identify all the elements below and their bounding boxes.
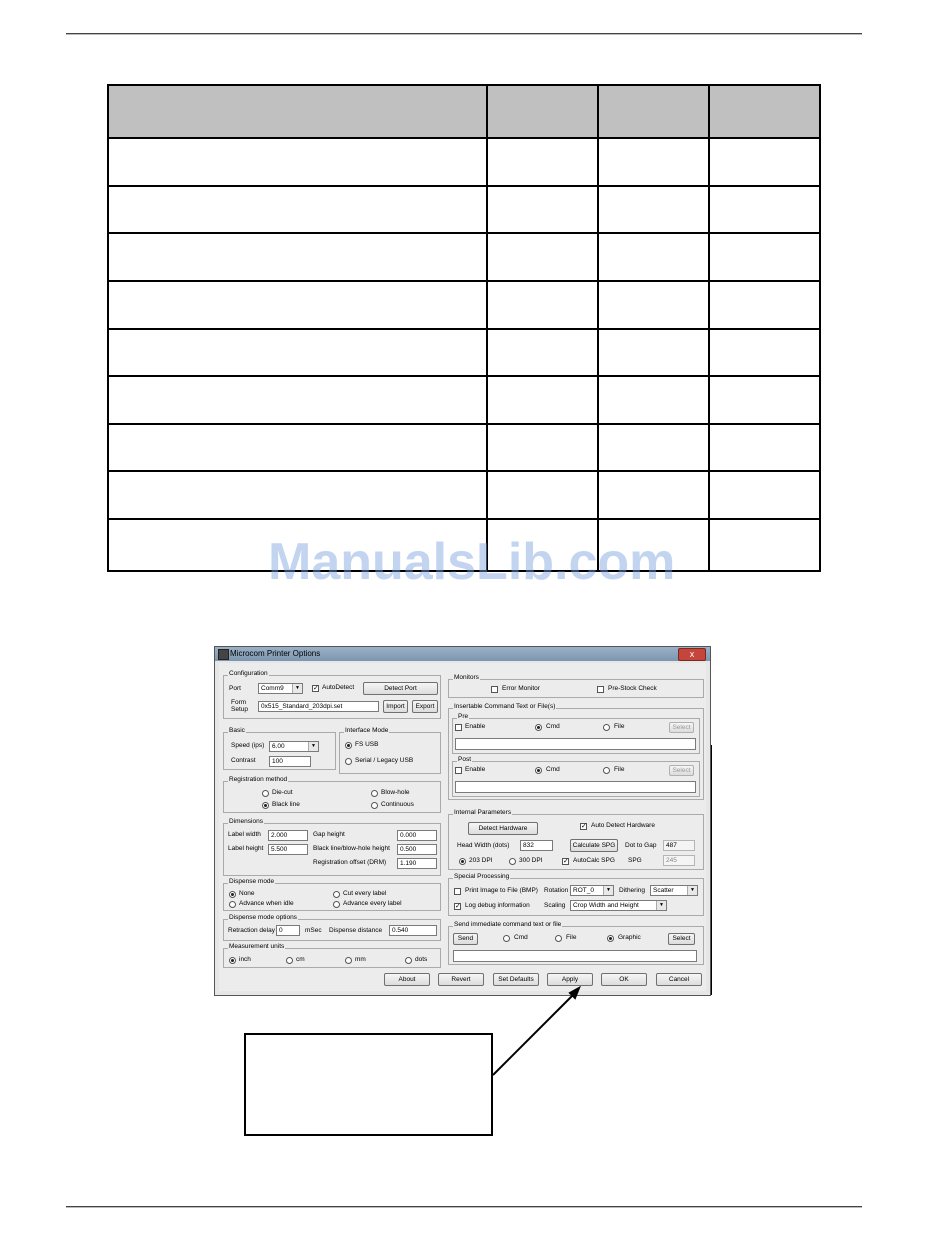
about-button[interactable]: About	[384, 973, 430, 986]
auto-detect-hardware-checkbox[interactable]: ✓	[581, 823, 587, 830]
dot-to-gap-field[interactable]: 487	[663, 840, 695, 851]
group-title: Dimensions	[229, 818, 263, 825]
dot-to-gap-label: Dot to Gap	[625, 842, 657, 849]
post-enable-label: Enable	[465, 766, 486, 773]
group-title: Interface Mode	[345, 727, 389, 734]
export-button[interactable]: Export	[412, 700, 438, 713]
dispense-distance-field[interactable]: 0.540	[389, 925, 437, 936]
continuous-label: Continuous	[381, 801, 414, 808]
group-title: Special Processing	[454, 873, 510, 880]
group-title: Insertable Command Text or File(s)	[454, 703, 556, 710]
set-defaults-button[interactable]: Set Defaults	[493, 973, 539, 986]
cut-every-label-label: Cut every label	[343, 890, 387, 897]
contrast-field[interactable]: 100	[269, 756, 311, 767]
window-title: Microcom Printer Options	[230, 649, 321, 658]
watermark: ManualsLib.com	[268, 533, 676, 591]
serial-usb-label: Serial / Legacy USB	[355, 757, 414, 764]
arrow-line	[493, 993, 575, 1075]
send-cmd-label: Cmd	[514, 934, 528, 941]
group-title: Dispense mode options	[229, 914, 297, 921]
post-cmd-label: Cmd	[546, 766, 560, 773]
import-button[interactable]: Import	[383, 700, 408, 713]
log-debug-label: Log debug information	[465, 902, 530, 909]
pre-file-label: File	[614, 723, 625, 730]
registration-offset-field[interactable]: 1.190	[397, 858, 437, 869]
group-title: Internal Parameters	[454, 809, 512, 816]
rotation-value: ROT_0	[573, 887, 594, 894]
chevron-down-icon: ▼	[603, 886, 613, 895]
form-setup-field[interactable]: 0x515_Standard_203dpi.set	[258, 701, 379, 712]
rotation-label: Rotation	[544, 887, 569, 894]
apply-button[interactable]: Apply	[547, 973, 593, 986]
send-button[interactable]: Send	[453, 933, 478, 945]
dpi-203-label: 203 DPI	[469, 857, 493, 864]
send-select-button[interactable]: Select	[668, 933, 695, 945]
dithering-label: Dithering	[619, 887, 646, 894]
error-monitor-label: Error Monitor	[502, 685, 540, 692]
port-value: Comm9	[261, 685, 284, 692]
black-line-height-label: Black line/blow-hole height	[313, 845, 390, 852]
pre-stock-check-label: Pre-Stock Check	[608, 685, 657, 692]
cancel-button[interactable]: Cancel	[656, 973, 702, 986]
group-title: Basic	[229, 727, 245, 734]
spg-field[interactable]: 245	[663, 855, 695, 866]
send-graphic-label: Graphic	[618, 934, 641, 941]
group-title: Configuration	[229, 670, 268, 677]
dispense-distance-label: Dispense distance	[329, 927, 383, 934]
gap-height-label: Gap height	[313, 831, 345, 838]
chevron-down-icon: ▼	[308, 742, 318, 751]
pre-enable-label: Enable	[465, 723, 486, 730]
close-button[interactable]: x	[678, 648, 706, 661]
cm-label: cm	[296, 956, 305, 963]
contrast-label: Contrast	[231, 757, 256, 764]
black-line-height-field[interactable]: 0.500	[397, 844, 437, 855]
die-cut-label: Die-cut	[272, 789, 293, 796]
group-title: Registration method	[229, 776, 288, 783]
autodetect-checkbox[interactable]: ✓	[313, 685, 319, 692]
advance-every-label-label: Advance every label	[343, 900, 402, 907]
dots-label: dots	[415, 956, 428, 963]
advance-when-idle-label: Advance when idle	[239, 900, 294, 907]
calculate-spg-button[interactable]: Calculate SPG	[570, 839, 618, 852]
log-debug-checkbox[interactable]: ✓	[455, 903, 461, 910]
send-file-label: File	[566, 934, 577, 941]
form-setup-label-2: Setup	[231, 706, 248, 713]
label-height-label: Label height	[228, 845, 264, 852]
chevron-down-icon: ▼	[656, 901, 666, 910]
msec-label: mSec	[305, 927, 322, 934]
group-title: Measurement units	[229, 943, 285, 950]
label-width-field[interactable]: 2.000	[268, 830, 308, 841]
scaling-value: Crop Width and Height	[573, 902, 639, 909]
group-title: Pre	[458, 713, 469, 720]
speed-value: 6.00	[272, 743, 285, 750]
inch-label: inch	[239, 956, 251, 963]
chevron-down-icon: ▼	[292, 684, 302, 693]
black-line-label: Black line	[272, 801, 300, 808]
group-title: Post	[458, 756, 472, 763]
detect-port-button[interactable]: Detect Port	[363, 682, 438, 695]
autocalc-spg-checkbox[interactable]: ✓	[563, 858, 569, 865]
dpi-300-label: 300 DPI	[519, 857, 543, 864]
head-width-label: Head Width (dots)	[457, 842, 510, 849]
gap-height-field[interactable]: 0.000	[397, 830, 437, 841]
pre-select-button[interactable]: Select	[669, 722, 694, 733]
form-setup-label-1: Form	[231, 699, 247, 706]
chevron-down-icon: ▼	[687, 886, 697, 895]
group-title: Monitors	[454, 674, 479, 681]
label-width-label: Label width	[228, 831, 261, 838]
dithering-value: Scatter	[653, 887, 674, 894]
spg-label: SPG	[628, 857, 642, 864]
scaling-label: Scaling	[544, 902, 566, 909]
mm-label: mm	[355, 956, 366, 963]
label-height-field[interactable]: 5.500	[268, 844, 308, 855]
retraction-delay-field[interactable]: 0	[276, 925, 300, 936]
post-select-button[interactable]: Select	[669, 765, 694, 776]
pre-cmd-label: Cmd	[546, 723, 560, 730]
group-title: Send immediate command text or file	[454, 921, 562, 928]
group-title: Dispense mode	[229, 878, 275, 885]
revert-button[interactable]: Revert	[438, 973, 484, 986]
blow-hole-label: Blow-hole	[381, 789, 410, 796]
autodetect-label: AutoDetect	[322, 684, 355, 691]
head-width-field[interactable]: 832	[520, 840, 553, 851]
registration-offset-label: Registration offset (DRM)	[313, 859, 387, 866]
retraction-delay-label: Retraction delay	[228, 927, 275, 934]
autocalc-spg-label: AutoCalc SPG	[573, 857, 615, 864]
detect-hardware-button[interactable]: Detect Hardware	[468, 822, 538, 835]
fs-usb-label: FS USB	[355, 741, 379, 748]
speed-label: Speed (ips)	[231, 742, 265, 749]
auto-detect-hardware-label: Auto Detect Hardware	[591, 822, 655, 829]
post-file-label: File	[614, 766, 625, 773]
print-image-label: Print Image to File (BMP)	[465, 887, 538, 894]
ok-button[interactable]: OK	[601, 973, 647, 986]
none-label: None	[239, 890, 255, 897]
port-label: Port	[229, 685, 241, 692]
